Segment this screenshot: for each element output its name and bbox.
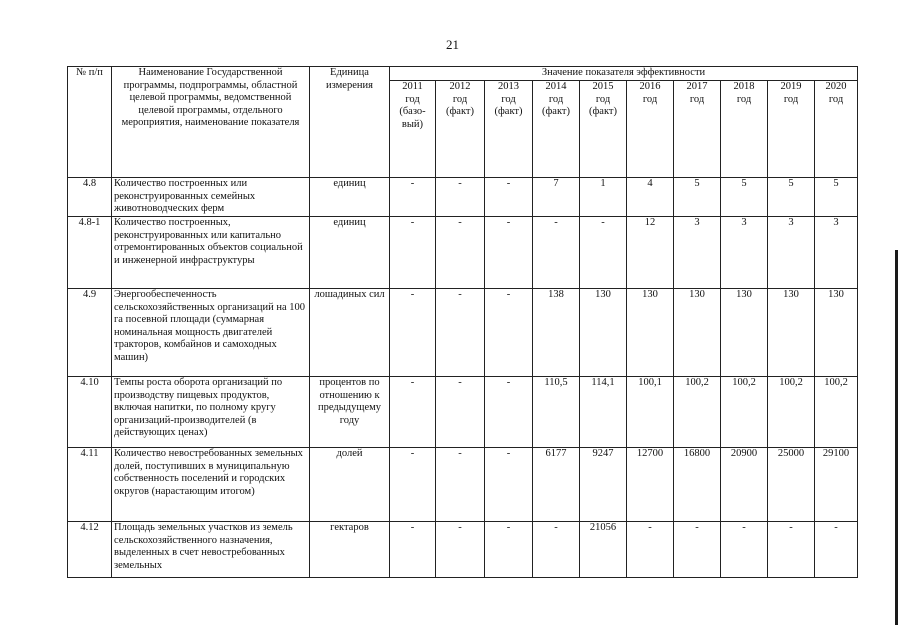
row-number: 4.8-1 — [68, 217, 112, 289]
indicator-table — [67, 66, 858, 578]
indicator-name: Энергообеспеченность сельскохозяйственных организаций на 100 га посевной площади (суммарная номинальная мощность двигателей тракторов, комбайнов и самоходных машин) — [112, 289, 310, 377]
value-cell: 1 — [580, 178, 627, 217]
value-cell: 21056 — [580, 522, 627, 578]
unit-cell: гектаров — [310, 522, 390, 578]
value-cell: - — [390, 178, 436, 217]
value-cell: 3 — [768, 217, 815, 289]
value-cell: - — [485, 217, 533, 289]
header-no: № п/п — [68, 67, 112, 178]
header-year: 2018 год — [721, 81, 768, 178]
header-year: 2019 год — [768, 81, 815, 178]
row-number: 4.10 — [68, 377, 112, 448]
value-cell: - — [533, 522, 580, 578]
value-cell: 130 — [580, 289, 627, 377]
indicator-name: Количество построенных, реконструированных или капитально отремонтированных объектов социальной и инженерной инфраструктуры — [112, 217, 310, 289]
value-cell: - — [436, 289, 485, 377]
value-cell: 100,2 — [674, 377, 721, 448]
value-cell: 7 — [533, 178, 580, 217]
value-cell: 100,2 — [815, 377, 858, 448]
value-cell: - — [390, 217, 436, 289]
header-unit: Единица измерения — [310, 67, 390, 178]
value-cell: - — [436, 448, 485, 522]
value-cell: 3 — [721, 217, 768, 289]
header-name: Наименование Государственной программы, подпрограммы, областной целевой программы, ведомственной целевой программы, отдельного мероприятия, наименование показателя — [112, 67, 310, 178]
page-number: 21 — [446, 37, 459, 52]
value-cell: 130 — [627, 289, 674, 377]
header-band: Значение показателя эффективности — [390, 67, 858, 81]
value-cell: 5 — [721, 178, 768, 217]
row-number: 4.8 — [68, 178, 112, 217]
value-cell: 6177 — [533, 448, 580, 522]
scan-edge-mark — [895, 250, 898, 625]
value-cell: - — [390, 448, 436, 522]
value-cell: 130 — [674, 289, 721, 377]
value-cell: - — [721, 522, 768, 578]
indicator-name: Количество построенных или реконструированных семейных животноводческих ферм — [112, 178, 310, 217]
row-number: 4.9 — [68, 289, 112, 377]
row-number: 4.12 — [68, 522, 112, 578]
value-cell: 5 — [815, 178, 858, 217]
value-cell: 25000 — [768, 448, 815, 522]
indicator-name: Темпы роста оборота организаций по производству пищевых продуктов, включая напитки, по полному кругу организаций-производителей (в действующих ценах) — [112, 377, 310, 448]
value-cell: 130 — [815, 289, 858, 377]
header-year: 2011 год (базо-вый) — [390, 81, 436, 178]
header-year: 2015 год (факт) — [580, 81, 627, 178]
value-cell: 130 — [768, 289, 815, 377]
unit-cell: долей — [310, 448, 390, 522]
value-cell: 20900 — [721, 448, 768, 522]
value-cell: 12700 — [627, 448, 674, 522]
value-cell: 29100 — [815, 448, 858, 522]
value-cell: 16800 — [674, 448, 721, 522]
row-number: 4.11 — [68, 448, 112, 522]
header-year: 2014 год (факт) — [533, 81, 580, 178]
value-cell: 5 — [768, 178, 815, 217]
value-cell: - — [436, 522, 485, 578]
header-year: 2016 год — [627, 81, 674, 178]
value-cell: - — [436, 178, 485, 217]
value-cell: - — [533, 217, 580, 289]
value-cell: - — [485, 377, 533, 448]
value-cell: - — [674, 522, 721, 578]
table-row — [68, 289, 858, 377]
value-cell: - — [580, 217, 627, 289]
value-cell: 138 — [533, 289, 580, 377]
value-cell: 12 — [627, 217, 674, 289]
table-body — [68, 178, 858, 578]
value-cell: 4 — [627, 178, 674, 217]
table-row — [68, 178, 858, 217]
value-cell: 3 — [815, 217, 858, 289]
header-year: 2017 год — [674, 81, 721, 178]
unit-cell: процентов по отношению к предыдущему году — [310, 377, 390, 448]
value-cell: 5 — [674, 178, 721, 217]
value-cell: 9247 — [580, 448, 627, 522]
table-row — [68, 377, 858, 448]
header-year: 2012 год (факт) — [436, 81, 485, 178]
header-row-band — [68, 67, 858, 81]
value-cell: - — [627, 522, 674, 578]
value-cell: - — [768, 522, 815, 578]
value-cell: - — [485, 448, 533, 522]
value-cell: 114,1 — [580, 377, 627, 448]
header-year: 2020 год — [815, 81, 858, 178]
value-cell: - — [390, 522, 436, 578]
table-row — [68, 448, 858, 522]
value-cell: - — [815, 522, 858, 578]
value-cell: 110,5 — [533, 377, 580, 448]
unit-cell: лошадиных сил — [310, 289, 390, 377]
value-cell: 130 — [721, 289, 768, 377]
indicator-name: Площадь земельных участков из земель сельскохозяйственного назначения, выделенных в счет невостребованных земельных — [112, 522, 310, 578]
value-cell: - — [436, 217, 485, 289]
value-cell: - — [485, 178, 533, 217]
value-cell: - — [436, 377, 485, 448]
table-row — [68, 217, 858, 289]
value-cell: - — [390, 377, 436, 448]
value-cell: - — [485, 289, 533, 377]
header-year: 2013 год (факт) — [485, 81, 533, 178]
unit-cell: единиц — [310, 178, 390, 217]
value-cell: - — [390, 289, 436, 377]
value-cell: 100,1 — [627, 377, 674, 448]
value-cell: 100,2 — [768, 377, 815, 448]
value-cell: - — [485, 522, 533, 578]
unit-cell: единиц — [310, 217, 390, 289]
value-cell: 3 — [674, 217, 721, 289]
value-cell: 100,2 — [721, 377, 768, 448]
table-row — [68, 522, 858, 578]
indicator-name: Количество невостребованных земельных долей, поступивших в муниципальную собственность поселений и городских округов (нарастающим итогом) — [112, 448, 310, 522]
